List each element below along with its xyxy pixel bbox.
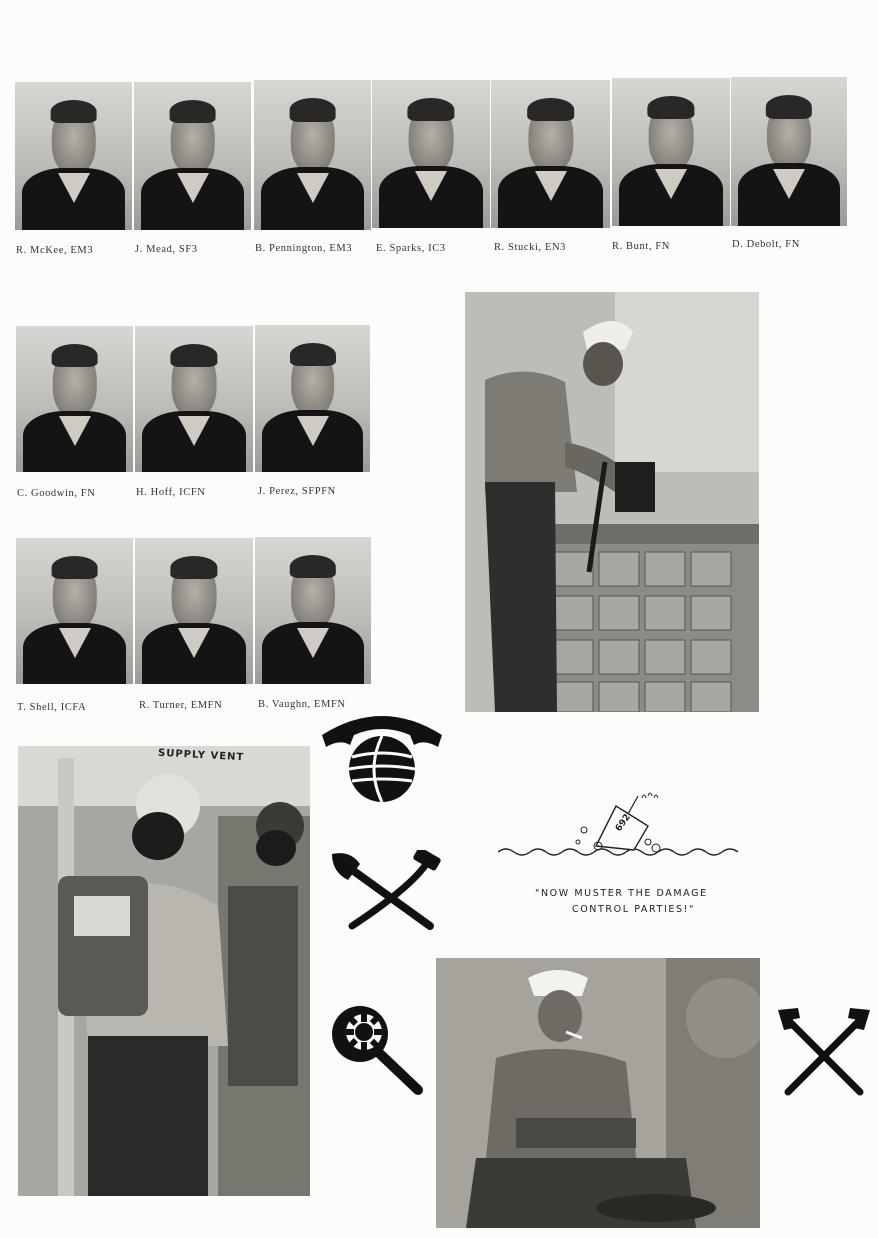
caption-sparks: E. Sparks, IC3: [376, 243, 446, 254]
sinking-ship-cartoon: [498, 786, 748, 866]
caption-pennington: B. Pennington, EM3: [255, 243, 353, 254]
photo-workbench-sailor: [465, 292, 759, 712]
photo-breathing-apparatus: [18, 746, 310, 1196]
crossed-pipe-wrenches-icon: [776, 1004, 872, 1096]
portrait-bunt: [612, 78, 730, 226]
portrait-mckee: [15, 82, 132, 230]
portrait-goodwin: [16, 326, 133, 472]
caption-mead: J. Mead, SF3: [135, 244, 198, 255]
portrait-vaughn: [255, 537, 371, 684]
axe-hammer-icon: [326, 850, 446, 932]
caption-turner: R. Turner, EMFN: [139, 700, 223, 711]
caption-shell: T. Shell, ICFA: [17, 702, 87, 713]
caption-debolt: D. Debolt, FN: [732, 239, 800, 250]
caption-mckee: R. McKee, EM3: [16, 245, 94, 256]
portrait-perez: [255, 325, 370, 472]
caption-goodwin: C. Goodwin, FN: [17, 488, 96, 499]
supply-vent-sign: SUPPLY VENT: [157, 747, 245, 764]
cartoon-caption-line2: CONTROL PARTIES!": [572, 904, 695, 915]
caption-bunt: R. Bunt, FN: [612, 241, 670, 252]
caption-perez: J. Perez, SFPFN: [258, 486, 336, 497]
portrait-mead: [134, 82, 251, 230]
caption-stucki: R. Stucki, EN3: [494, 242, 566, 253]
portrait-debolt: [731, 77, 847, 226]
photo-sailor-smoking: [436, 958, 760, 1228]
gear-wrench-icon: [330, 1000, 426, 1096]
caption-hoff: H. Hoff, ICFN: [136, 487, 206, 498]
portrait-sparks: [372, 80, 490, 228]
portrait-stucki: [491, 80, 610, 228]
portrait-shell: [16, 538, 133, 684]
telephone-globe-icon: [318, 705, 446, 805]
cartoon-caption-line1: "NOW MUSTER THE DAMAGE: [535, 888, 708, 899]
caption-vaughn: B. Vaughn, EMFN: [258, 699, 346, 710]
portrait-turner: [135, 538, 253, 684]
portrait-hoff: [135, 326, 253, 472]
portrait-pennington: [254, 80, 371, 230]
ship-hull-number: 692: [613, 812, 633, 834]
